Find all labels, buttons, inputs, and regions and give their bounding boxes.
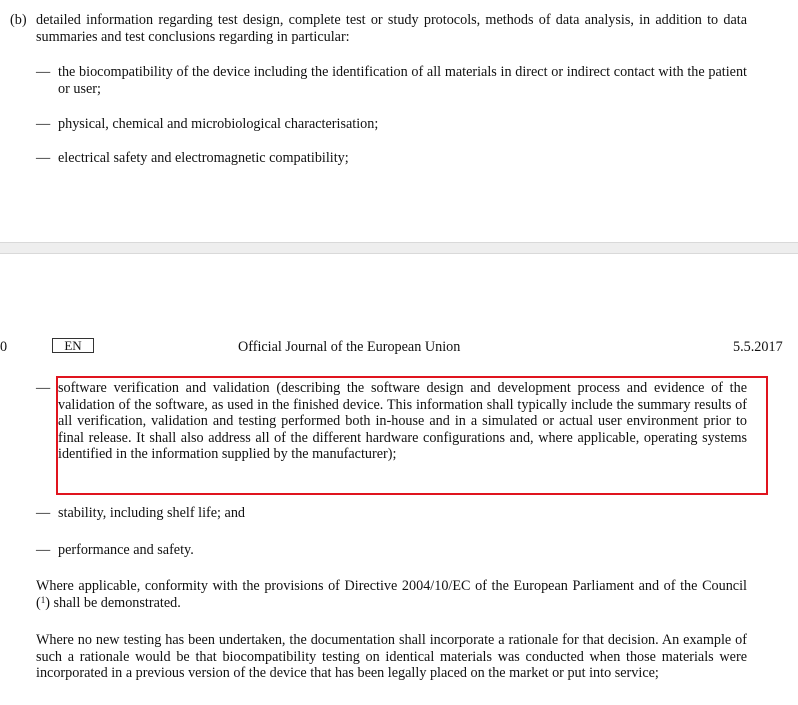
document-page-top bbox=[0, 0, 798, 242]
bullet-characterisation: physical, chemical and microbiological characterisation; bbox=[58, 116, 379, 132]
paragraph-rationale: Where no new testing has been undertaken, the documentation shall incorporate a rationale for that decision. An example of such a rationale would be that biocompatibility testing on identical materials was conducted when those materials were incorporated in a previous version of the device that has been legally placed on the market or put into service; bbox=[36, 632, 747, 681]
bullet-electrical-safety: electrical safety and electromagnetic compatibility; bbox=[58, 150, 349, 166]
bullet-stability: stability, including shelf life; and bbox=[58, 505, 246, 521]
item-b-text: detailed information regarding test design, complete test or study protocols, methods of data analysis, in addition to data summaries and test conclusions regarding in particular: bbox=[36, 12, 747, 45]
bullet-dash: — bbox=[36, 116, 51, 132]
bullet-dash: — bbox=[36, 505, 51, 521]
journal-title: Official Journal of the European Union bbox=[238, 339, 461, 355]
paragraph-directive bbox=[36, 578, 747, 611]
footnote-reference[interactable]: 1 bbox=[40, 594, 46, 605]
journal-header bbox=[0, 336, 798, 356]
bullet-dash: — bbox=[36, 64, 51, 80]
bullet-performance: performance and safety. bbox=[58, 542, 194, 558]
journal-date: 5.5.2017 bbox=[733, 339, 783, 355]
paragraph-directive-text: Where applicable, conformity with the provisions of Directive 2004/10/EC of the European Parliament and of the Council ( bbox=[36, 578, 747, 611]
document-page-bottom bbox=[0, 254, 798, 705]
bullet-software-verification: software verification and validation (describing the software design and development process and evidence of the validation of the software, as used in the finished device. This information shall typically include the summary results of all verification, validation and testing performed both in-house and in a simulated or actual user environment prior to final release. It shall also address all of the different hardware configurations and, where applicable, operating systems identified in the information supplied by the manufacturer); bbox=[58, 380, 747, 462]
bullet-dash: — bbox=[36, 542, 51, 558]
language-badge: EN bbox=[52, 338, 94, 353]
bullet-dash: — bbox=[36, 150, 51, 166]
bullet-dash: — bbox=[36, 380, 51, 396]
page-number: 0 bbox=[0, 339, 8, 355]
item-b-marker: (b) bbox=[10, 12, 27, 28]
paragraph-directive-text-end: ) shall be demonstrated. bbox=[45, 594, 181, 611]
bullet-biocompatibility: the biocompatibility of the device including the identification of all materials in direct or indirect contact with the patient or user; bbox=[58, 64, 747, 97]
page-separator bbox=[0, 242, 798, 254]
